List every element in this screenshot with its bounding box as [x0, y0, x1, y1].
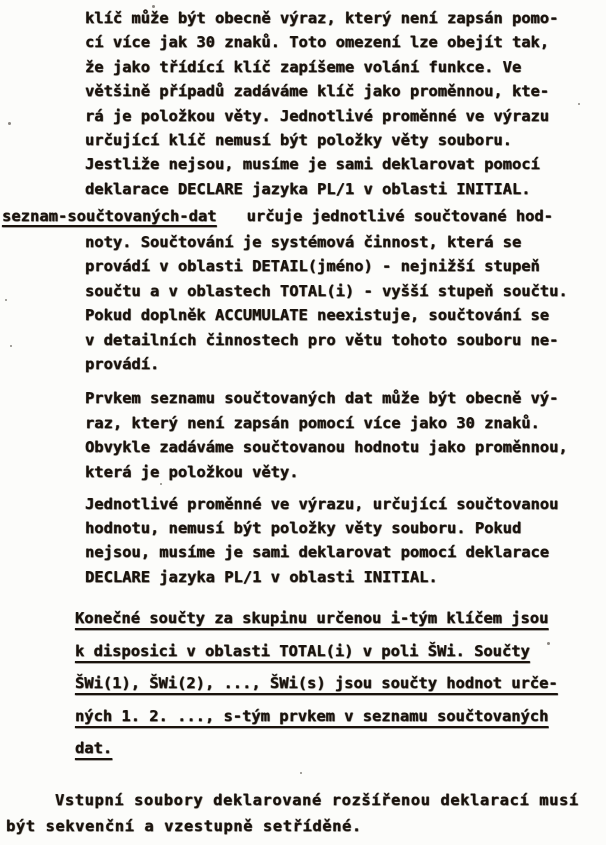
- text-line: Obvykle zadáváme součtovanou hodnotu jako proměnnou,: [85, 438, 568, 457]
- text-line: provádí.: [85, 355, 160, 374]
- text-line: provádí v oblasti DETAIL(jméno) - nejnižší stupeň: [85, 257, 540, 276]
- text-line-underlined: ných 1. 2. ..., s-tým prvkem v seznamu součtovaných: [75, 706, 549, 725]
- term-definition-body: [85, 230, 568, 376]
- text-line: klíč může být obecně výraz, který není zapsán pomo-: [85, 9, 559, 27]
- text-line: určuje jednotlivé součtované hod-: [246, 207, 553, 225]
- text-line: cí více jak 30 znaků. Toto omezení lze obejít tak,: [85, 33, 550, 52]
- scan-speck: [8, 122, 11, 125]
- text-line: DECLARE jazyka PL/1 v oblasti INITIAL.: [85, 567, 438, 586]
- text-line: součtu a v oblastech TOTAL(i) - vyšší stupeň součtu.: [85, 281, 568, 300]
- text-line-underlined: dat.: [75, 739, 113, 758]
- text-line: deklarace DECLARE jazyka PL/1 v oblasti INITIAL.: [85, 179, 531, 198]
- paragraph-key-clause: [85, 6, 558, 201]
- term-keyword-underlined: seznam-součtovaných-dat: [2, 207, 217, 225]
- text-line: která je položkou věty.: [85, 463, 299, 482]
- text-line: v detailních činnostech pro větu tohoto souboru ne-: [85, 330, 559, 349]
- scan-speck: [547, 642, 550, 645]
- scan-speck: [300, 772, 302, 774]
- paragraph-emphasized-underlined: [75, 602, 558, 765]
- paragraph-closing: [6, 788, 579, 839]
- paragraph-prvkem: [85, 386, 568, 485]
- text-line: rá je položkou věty. Jednotlivé proměnné ve výrazu: [85, 106, 550, 125]
- term-definition-line: [2, 204, 553, 228]
- text-line: nejsou, musíme je sami deklarovat pomocí deklarace: [85, 543, 550, 562]
- text-line: raz, který není zapsán pomocí více jako 30 znaků.: [85, 413, 540, 432]
- text-line-underlined: k disposici v oblasti TOTAL(i) v poli ŠWi. Součty: [75, 641, 530, 660]
- scan-speck: [10, 345, 12, 347]
- text-line: Jestliže nejsou, musíme je sami deklarovat pomocí: [85, 155, 540, 174]
- text-line: noty. Součtování je systémová činnost, která se: [85, 233, 522, 251]
- text-line: Vstupní soubory deklarované rozšířenou deklarací musí: [55, 791, 579, 809]
- scan-speck: [152, 5, 155, 8]
- text-line-underlined: Konečné součty za skupinu určenou i-tým klíčem jsou: [75, 609, 549, 627]
- text-line-underlined: ŠWi(1), ŠWi(2), ..., ŠWi(s) jsou součty hodnot urče-: [75, 674, 558, 693]
- text-line: většině případů zadáváme klíč jako proměnnou, kte-: [85, 82, 550, 101]
- scan-speck: [578, 103, 580, 105]
- paragraph-jednotlive: [85, 492, 558, 589]
- text-line: být sekvenční a vzestupně setříděné.: [6, 816, 362, 835]
- scan-speck: [160, 483, 162, 485]
- text-line: Jednotlivé proměnné ve výrazu, určující součtovanou: [85, 495, 559, 513]
- text-line: hodnotu, nemusí být položky věty souboru. Pokud: [85, 519, 522, 538]
- text-line: určující klíč nemusí být položky věty souboru.: [85, 131, 512, 150]
- text-line: že jako třídící klíč zapíšeme volání funkce. Ve: [85, 57, 522, 76]
- text-line: Pokud doplněk ACCUMULATE neexistuje, součtování se: [85, 306, 550, 325]
- scan-speck: [5, 299, 7, 301]
- text-line: Prvkem seznamu součtovaných dat může být obecně vý-: [85, 389, 559, 407]
